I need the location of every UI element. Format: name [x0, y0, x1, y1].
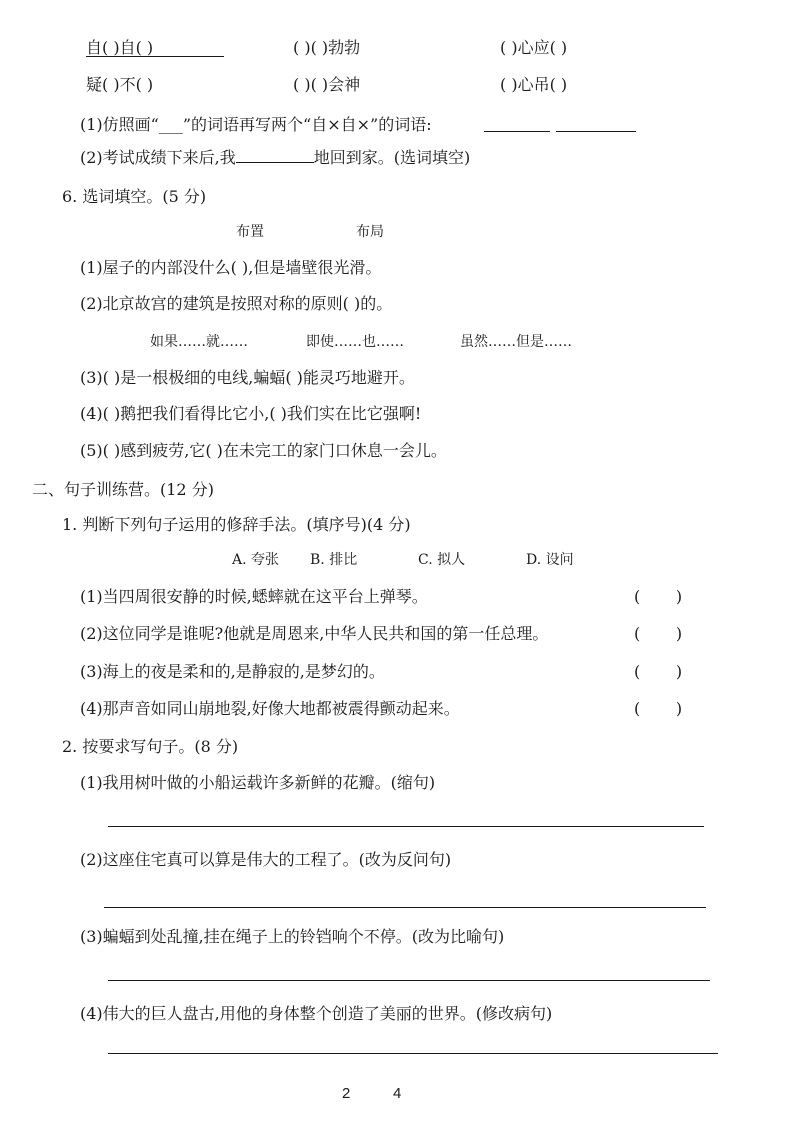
word-option: 布局 [356, 224, 384, 240]
rhetoric-option-b: B. 排比 [310, 552, 358, 568]
word-option: 即使……也…… [306, 334, 404, 350]
answer-line[interactable] [108, 980, 710, 981]
rewrite-prompt: (4)伟大的巨人盘古,用他的身体整个创造了美丽的世界。(修改病句) [80, 1004, 553, 1023]
word-option: 虽然……但是…… [460, 334, 572, 350]
q6-title: 6. 选词填空。(5 分) [62, 187, 207, 206]
idiom-zi-zi: 自( )自( ) [86, 38, 154, 57]
rhetoric-option-a: A. 夸张 [232, 552, 280, 568]
rewrite-prompt: (2)这座住宅真可以算是伟大的工程了。(改为反问句) [80, 850, 452, 869]
q1-title: 1. 判断下列句子运用的修辞手法。(填序号)(4 分) [62, 515, 411, 534]
answer-line[interactable] [104, 907, 706, 908]
section-title: 二、句子训练营。(12 分) [32, 480, 214, 499]
page-number: 4 [393, 1085, 402, 1102]
rhetoric-item: (3)海上的夜是柔和的,是静寂的,是梦幻的。 [80, 662, 385, 681]
page-number: 2 [342, 1085, 351, 1102]
answer-parentheses[interactable]: ( ) [634, 662, 683, 681]
answer-line[interactable] [108, 1053, 718, 1054]
rhetoric-option-c: C. 拟人 [418, 552, 466, 568]
answer-blank[interactable] [556, 131, 636, 132]
answer-blank[interactable] [484, 131, 550, 132]
answer-blank[interactable] [236, 148, 314, 163]
answer-parentheses[interactable]: ( ) [634, 587, 683, 606]
idiom-xinying: ( )心应( ) [500, 38, 568, 57]
q6-sentence-1: (1)屋子的内部没什么( ),但是墙壁很光滑。 [80, 258, 382, 277]
rhetoric-item: (1)当四周很安静的时候,蟋蟀就在这平台上弹琴。 [80, 587, 428, 606]
q6-sentence-3: (3)( )是一根极细的电线,蝙蝠( )能灵巧地避开。 [80, 368, 415, 387]
answer-parentheses[interactable]: ( ) [634, 699, 683, 718]
idiom-underline [86, 56, 224, 57]
idiom-question-2: (2)考试成绩下来后,我 地回到家。(选词填空) [80, 148, 471, 167]
idiom-huishen: ( )( )会神 [293, 75, 361, 94]
q6-sentence-2: (2)北京故宫的建筑是按照对称的原则( )的。 [80, 294, 393, 313]
word-option: 如果……就…… [150, 334, 248, 350]
rewrite-prompt: (3)蝙蝠到处乱撞,挂在绳子上的铃铛响个不停。(改为比喻句) [80, 927, 505, 946]
rhetoric-item: (4)那声音如同山崩地裂,好像大地都被震得颤动起来。 [80, 699, 460, 718]
rhetoric-item: (2)这位同学是谁呢?他就是周恩来,中华人民共和国的第一任总理。 [80, 624, 549, 643]
answer-line[interactable] [108, 826, 704, 827]
rhetoric-option-d: D. 设问 [526, 552, 574, 568]
q6-sentence-5: (5)( )感到疲劳,它( )在未完工的家门口休息一会儿。 [80, 441, 447, 460]
rewrite-prompt: (1)我用树叶做的小船运载许多新鲜的花瓣。(缩句) [80, 773, 436, 792]
q6-sentence-4: (4)( )鹅把我们看得比它小,( )我们实在比它强啊! [80, 404, 422, 423]
word-option: 布置 [236, 224, 264, 240]
idiom-bobo: ( )( )勃勃 [293, 38, 361, 57]
idiom-xindiao: ( )心吊( ) [500, 75, 568, 94]
answer-parentheses[interactable]: ( ) [634, 624, 683, 643]
idiom-yibu: 疑( )不( ) [86, 75, 154, 94]
q2-title: 2. 按要求写句子。(8 分) [62, 737, 239, 756]
idiom-question-1: (1)仿照画“___”的词语再写两个“自×自×”的词语: [80, 115, 432, 134]
